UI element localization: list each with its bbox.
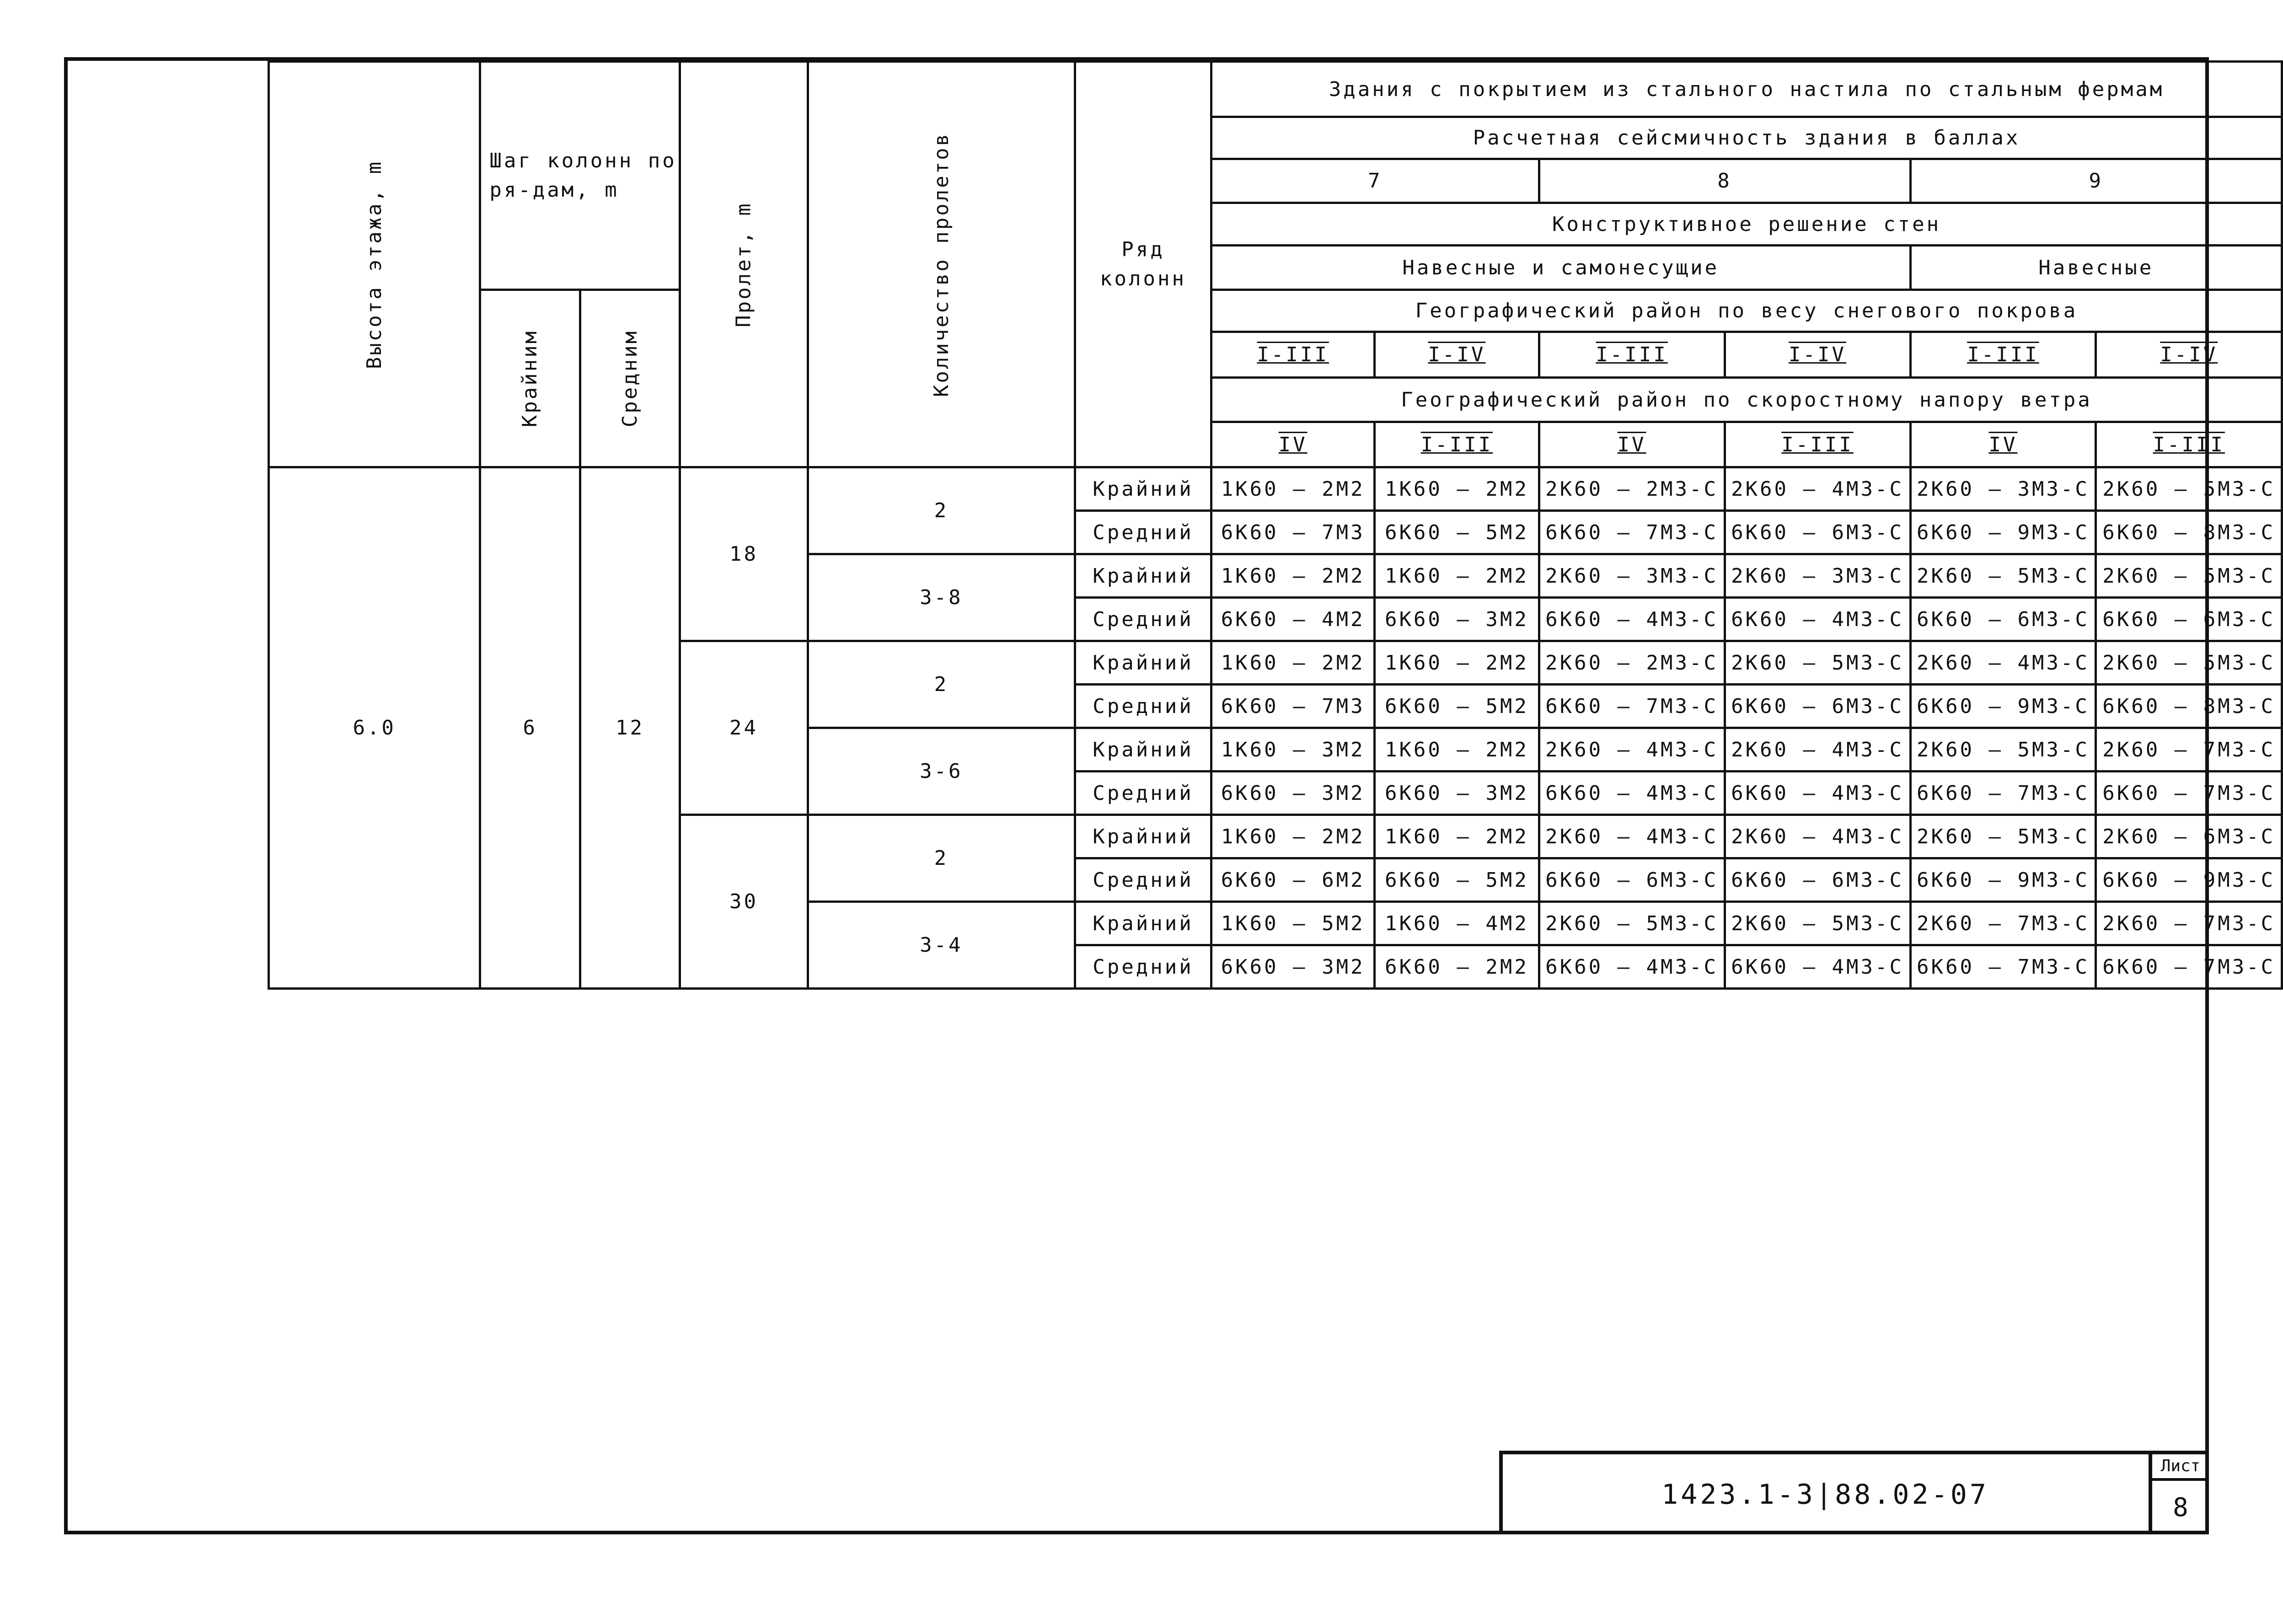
column-mark-cell: 2К60 – 5М3-С — [2096, 467, 2282, 511]
table-row — [269, 467, 2282, 511]
span-count-value: 2 — [808, 467, 1075, 554]
column-row-label: Крайний — [1075, 815, 1211, 858]
column-mark-cell: 6К60 – 3М2 — [1375, 772, 1539, 815]
header-wind-region: Географический район по скоростному напору ветра — [1211, 378, 2282, 422]
column-mark-cell: 6К60 – 6М3-С — [1725, 511, 1910, 554]
column-mark-cell: 1К60 – 2М2 — [1211, 554, 1375, 598]
column-mark-cell: 2К60 – 6М3-С — [2096, 815, 2282, 858]
column-mark-cell: 6К60 – 8М3-С — [2096, 685, 2282, 728]
wind-value: IV — [1211, 422, 1375, 467]
column-mark-cell: 6К60 – 9М3-С — [1910, 858, 2096, 902]
header-step-outer: Крайним — [480, 290, 580, 467]
column-mark-cell: 6К60 – 4М3-С — [1539, 598, 1725, 641]
column-mark-cell: 6К60 – 7М3-С — [1539, 685, 1725, 728]
column-mark-cell: 2К60 – 2М3-С — [1539, 641, 1725, 685]
column-mark-cell: 6К60 – 6М2 — [1211, 858, 1375, 902]
snow-value: I-III — [1539, 332, 1725, 378]
column-mark-cell: 6К60 – 6М3-С — [1539, 858, 1725, 902]
column-mark-cell: 2К60 – 4М3-С — [1725, 467, 1910, 511]
body-step-middle: 12 — [580, 467, 680, 989]
column-mark-cell: 2К60 – 2М3-С — [1539, 467, 1725, 511]
title-block — [1499, 1451, 2209, 1534]
column-mark-cell: 2К60 – 5М3-С — [1539, 902, 1725, 945]
header-column-row: Ряд колонн — [1075, 62, 1211, 467]
column-mark-cell: 6К60 – 5М2 — [1375, 858, 1539, 902]
wind-value: IV — [1910, 422, 2096, 467]
column-mark-cell: 6К60 – 3М2 — [1211, 945, 1375, 989]
column-mark-cell: 2К60 – 4М3-С — [1539, 728, 1725, 772]
spec-table — [268, 60, 2283, 990]
header-snow-region: Географический район по весу снегового покрова — [1211, 290, 2282, 332]
column-mark-cell: 2К60 – 5М3-С — [1725, 902, 1910, 945]
column-mark-cell: 2К60 – 4М3-С — [1539, 815, 1725, 858]
column-mark-cell: 2К60 – 5М3-С — [1910, 728, 2096, 772]
sheet-label: Лист — [2152, 1454, 2209, 1481]
sheet-number: 8 — [2173, 1493, 2188, 1522]
sheet-box — [2149, 1454, 2209, 1534]
snow-value: I-IV — [2096, 332, 2282, 378]
column-mark-cell: 2К60 – 7М3-С — [2096, 728, 2282, 772]
span-count-value: 3-8 — [808, 554, 1075, 641]
column-mark-cell: 2К60 – 4М3-С — [1910, 641, 2096, 685]
column-mark-cell: 6К60 – 6М3-С — [1725, 858, 1910, 902]
span-count-value: 3-6 — [808, 728, 1075, 815]
span-value: 30 — [680, 815, 808, 989]
column-row-label: Крайний — [1075, 467, 1211, 511]
column-mark-cell: 6К60 – 2М2 — [1375, 945, 1539, 989]
column-mark-cell: 6К60 – 4М3-С — [1539, 945, 1725, 989]
seismic-level-8: 8 — [1539, 159, 1910, 203]
column-mark-cell: 6К60 – 7М3-С — [2096, 945, 2282, 989]
header-wall-solution: Конструктивное решение стен — [1211, 203, 2282, 246]
column-mark-cell: 6К60 – 4М2 — [1211, 598, 1375, 641]
column-mark-cell: 2К60 – 7М3-С — [2096, 902, 2282, 945]
header-building-title: Здания с покрытием из стального настила по стальным фермам — [1211, 62, 2282, 117]
span-count-value: 3-4 — [808, 902, 1075, 989]
column-row-label: Крайний — [1075, 728, 1211, 772]
column-mark-cell: 6К60 – 3М2 — [1375, 598, 1539, 641]
column-mark-cell: 2К60 – 3М3-С — [1910, 467, 2096, 511]
column-mark-cell: 1К60 – 2М2 — [1211, 815, 1375, 858]
wall-type-hanging: Навесные — [1910, 246, 2282, 290]
header-span: Пролет, m — [680, 62, 808, 467]
document-code: 1423.1-3|88.02-07 — [1661, 1478, 1989, 1511]
span-value: 24 — [680, 641, 808, 815]
column-mark-cell: 1К60 – 5М2 — [1211, 902, 1375, 945]
column-mark-cell: 6К60 – 4М3-С — [1725, 598, 1910, 641]
header-floor-height: Высота этажа, m — [269, 62, 480, 467]
body-floor-height: 6.0 — [269, 467, 480, 989]
wind-value: I-III — [2096, 422, 2282, 467]
column-mark-cell: 2К60 – 4М3-С — [1725, 728, 1910, 772]
column-row-label: Средний — [1075, 945, 1211, 989]
span-count-value: 2 — [808, 641, 1075, 728]
column-mark-cell: 2К60 – 5М3-С — [1725, 641, 1910, 685]
snow-value: I-III — [1910, 332, 2096, 378]
column-row-label: Крайний — [1075, 641, 1211, 685]
column-mark-cell: 1К60 – 2М2 — [1375, 815, 1539, 858]
column-mark-cell: 1К60 – 2М2 — [1211, 467, 1375, 511]
header-step-middle: Средним — [580, 290, 680, 467]
column-mark-cell: 1К60 – 2М2 — [1375, 554, 1539, 598]
column-mark-cell: 6К60 – 5М2 — [1375, 511, 1539, 554]
column-mark-cell: 6К60 – 6М3-С — [1910, 598, 2096, 641]
column-mark-cell: 6К60 – 9М3-С — [1910, 685, 2096, 728]
column-row-label: Крайний — [1075, 554, 1211, 598]
wall-type-self-bearing: Навесные и самонесущие — [1211, 246, 1910, 290]
column-mark-cell: 1К60 – 2М2 — [1211, 641, 1375, 685]
header-column-step: Шаг колонн по ря-дам, m — [480, 62, 680, 290]
column-mark-cell: 1К60 – 2М2 — [1375, 728, 1539, 772]
wind-value: IV — [1539, 422, 1725, 467]
column-mark-cell: 6К60 – 4М3-С — [1539, 772, 1725, 815]
seismic-level-7: 7 — [1211, 159, 1539, 203]
column-mark-cell: 6К60 – 7М3-С — [1910, 945, 2096, 989]
header-span-count: Количество пролетов — [808, 62, 1075, 467]
column-mark-cell: 2К60 – 5М3-С — [1910, 815, 2096, 858]
wind-value: I-III — [1725, 422, 1910, 467]
column-mark-cell: 2К60 – 3М3-С — [1539, 554, 1725, 598]
column-mark-cell: 6К60 – 7М3-С — [1539, 511, 1725, 554]
body-step-outer: 6 — [480, 467, 580, 989]
column-mark-cell: 2К60 – 5М3-С — [2096, 554, 2282, 598]
column-mark-cell: 2К60 – 7М3-С — [1910, 902, 2096, 945]
column-mark-cell: 6К60 – 8М3-С — [2096, 511, 2282, 554]
wind-value: I-III — [1375, 422, 1539, 467]
column-row-label: Средний — [1075, 685, 1211, 728]
snow-value: I-IV — [1375, 332, 1539, 378]
column-mark-cell: 6К60 – 7М3-С — [1910, 772, 2096, 815]
column-mark-cell: 6К60 – 6М3-С — [1725, 685, 1910, 728]
column-row-label: Средний — [1075, 598, 1211, 641]
span-value: 18 — [680, 467, 808, 641]
column-mark-cell: 2К60 – 4М3-С — [1725, 815, 1910, 858]
column-mark-cell: 6К60 – 9М3-С — [1910, 511, 2096, 554]
column-mark-cell: 2К60 – 5М3-С — [2096, 641, 2282, 685]
column-mark-cell: 6К60 – 3М2 — [1211, 772, 1375, 815]
header-seismic: Расчетная сейсмичность здания в баллах — [1211, 117, 2282, 159]
seismic-level-9: 9 — [1910, 159, 2282, 203]
column-mark-cell: 6К60 – 9М3-С — [2096, 858, 2282, 902]
column-mark-cell: 1К60 – 2М2 — [1375, 641, 1539, 685]
column-row-label: Средний — [1075, 772, 1211, 815]
column-mark-cell: 6К60 – 7М3-С — [2096, 772, 2282, 815]
column-mark-cell: 6К60 – 7М3 — [1211, 685, 1375, 728]
column-row-label: Средний — [1075, 511, 1211, 554]
column-mark-cell: 1К60 – 4М2 — [1375, 902, 1539, 945]
column-row-label: Средний — [1075, 858, 1211, 902]
column-mark-cell: 6К60 – 5М2 — [1375, 685, 1539, 728]
snow-value: I-III — [1211, 332, 1375, 378]
span-count-value: 2 — [808, 815, 1075, 902]
column-mark-cell: 1К60 – 2М2 — [1375, 467, 1539, 511]
column-mark-cell: 6К60 – 4М3-С — [1725, 945, 1910, 989]
column-mark-cell: 2К60 – 5М3-С — [1910, 554, 2096, 598]
column-mark-cell: 1К60 – 3М2 — [1211, 728, 1375, 772]
column-row-label: Крайний — [1075, 902, 1211, 945]
column-mark-cell: 2К60 – 3М3-С — [1725, 554, 1910, 598]
column-mark-cell: 6К60 – 6М3-С — [2096, 598, 2282, 641]
column-mark-cell: 6К60 – 4М3-С — [1725, 772, 1910, 815]
column-mark-cell: 6К60 – 7М3 — [1211, 511, 1375, 554]
snow-value: I-IV — [1725, 332, 1910, 378]
